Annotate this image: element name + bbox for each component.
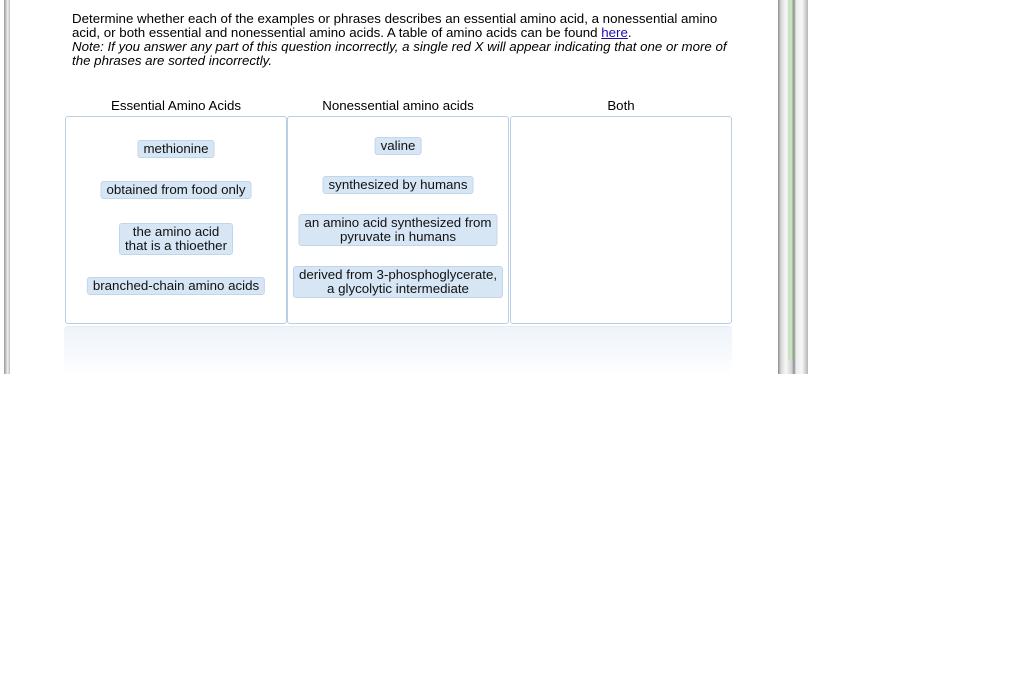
right-scrollbar[interactable] [778, 0, 808, 374]
question-panel [0, 0, 810, 374]
amino-acid-table-link[interactable]: here [601, 25, 628, 40]
draggable-label[interactable]: an amino acid synthesized from pyruvate in humans [299, 214, 498, 246]
instructions-text: Determine whether each of the examples or phrases describes an essential amino acid, a nonessential amino acid, or both essential and nonessential amino acids. A table of amino acids can be found here. Note: If you answer any part of this question incorrectly, a single red X will appear indicating that one or more of the phrases are sorted incorrectly. [72, 11, 727, 68]
draggable-label[interactable]: derived from 3-phosphoglycerate, a glycolytic intermediate [293, 266, 503, 298]
draggable-label[interactable]: valine [375, 137, 422, 155]
draggable-label[interactable]: obtained from food only [101, 181, 252, 199]
draggable-label[interactable]: methionine [137, 140, 214, 158]
drop-zone-both[interactable] [510, 116, 732, 324]
draggable-label[interactable]: the amino acid that is a thioether [119, 223, 233, 255]
instructions-note: If you answer any part of this question incorrectly, a single red X will appear indicating that one or more of the phrases are sorted incorrectly. [72, 39, 727, 68]
drop-zone-essential[interactable] [65, 116, 287, 324]
left-window-border [4, 0, 10, 374]
instructions-main: Determine whether each of the examples or phrases describes an essential amino acid, a nonessential amino acid, or both essential and nonessential amino acids. A table of amino acids can be found [72, 11, 718, 40]
drop-zone-nonessential[interactable] [287, 116, 509, 324]
instructions-note-label: Note: [72, 39, 104, 54]
bin-title-both: Both [607, 98, 635, 113]
bin-title-nonessential: Nonessential amino acids [322, 98, 474, 113]
scroll-track[interactable] [788, 0, 793, 360]
draggable-label[interactable]: synthesized by humans [323, 176, 474, 194]
draggable-label[interactable]: branched-chain amino acids [87, 277, 265, 295]
bin-title-essential: Essential Amino Acids [110, 98, 242, 113]
answer-toolbar [64, 326, 732, 374]
